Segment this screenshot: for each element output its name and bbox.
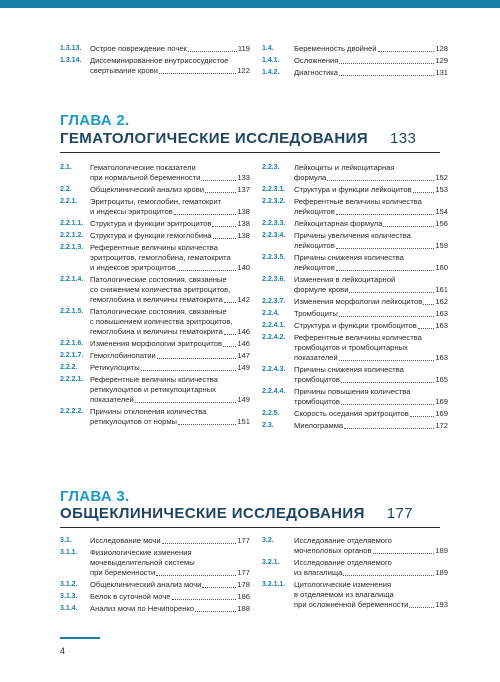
toc-entry[interactable] — [60, 243, 250, 273]
toc-entry-title — [294, 275, 448, 295]
toc-entry-title-line: Острое повреждение почек — [90, 44, 187, 53]
toc-entry-page: 189 — [435, 568, 448, 577]
toc-entry[interactable] — [262, 297, 448, 307]
toc-entry-number: 2.2.3.3. — [262, 220, 286, 227]
toc-entry-number: 2.2.4.3. — [262, 366, 286, 373]
toc-entry-page: 163 — [435, 353, 448, 362]
chapter-2-rule — [60, 152, 440, 153]
toc-entry-number: 2.2.2. — [60, 364, 78, 371]
toc-entry-title — [294, 309, 448, 319]
toc-entry[interactable] — [262, 197, 448, 217]
toc-entry-title-line: эритроцитов, гемоглобина, гематокрита — [90, 253, 231, 262]
toc-entry[interactable] — [262, 421, 448, 431]
toc-entry-page: 146 — [237, 327, 250, 336]
toc-entry-number: 2.2.2.1. — [60, 376, 84, 383]
toc-entry-title — [90, 536, 250, 546]
toc-entry-number: 2.3. — [262, 422, 274, 429]
toc-entry-title — [90, 163, 250, 183]
toc-entry-page: 149 — [237, 363, 250, 372]
toc-entry-title — [294, 56, 448, 66]
toc-entry-title — [90, 231, 250, 241]
toc-entry-title-line: с повышением количества эритроцитов, — [90, 317, 233, 326]
toc-entry-page: 153 — [435, 185, 448, 194]
leader-dots — [202, 580, 236, 588]
toc-entry-page: 178 — [237, 580, 250, 589]
toc-entry-page: 147 — [237, 351, 250, 360]
toc-entry[interactable] — [262, 321, 448, 331]
toc-entry[interactable] — [60, 163, 250, 183]
toc-entry[interactable] — [60, 275, 250, 305]
toc-entry[interactable] — [262, 580, 448, 610]
leader-dots — [178, 417, 236, 425]
toc-entry-title-line: гемоглобина и величины гематокрита — [90, 327, 223, 336]
toc-entry-number: 3.1.4. — [60, 605, 78, 612]
toc-entry-number: 2.2.3.1. — [262, 186, 286, 193]
toc-entry-number: 2.2.1.2. — [60, 232, 84, 239]
toc-entry-title — [294, 197, 448, 217]
leader-dots — [423, 297, 434, 305]
leader-dots — [341, 397, 434, 405]
toc-entry-title-line: Гемоглобинопатии — [90, 351, 156, 360]
leader-dots — [135, 395, 237, 403]
leader-dots — [224, 327, 237, 335]
leader-dots — [339, 56, 434, 64]
toc-entry-title — [90, 275, 250, 305]
toc-entry[interactable] — [60, 44, 250, 54]
toc-entry-number: 1.4. — [262, 45, 274, 52]
toc-entry-title — [90, 185, 250, 195]
toc-entry-page: 146 — [237, 339, 250, 348]
toc-entry-title — [294, 421, 448, 431]
toc-entry-title-line: Причины отклонения количества — [90, 407, 207, 416]
toc-entry-number: 1.3.13. — [60, 45, 82, 52]
toc-entry-title-line: Физиологические изменения — [90, 548, 192, 557]
toc-entry-title-line: показателей — [294, 353, 338, 362]
toc-entry-title-line: Референтные величины количества — [90, 375, 218, 384]
toc-entry-number: 2.2.1.6. — [60, 340, 84, 347]
toc-entry-page: 128 — [435, 44, 448, 53]
chapter-2-title — [60, 130, 416, 147]
top-accent-bar — [0, 0, 500, 8]
toc-entry-title-line: при осложненной беременности — [294, 600, 409, 609]
footer-rule — [60, 637, 100, 639]
toc-entry-title-line: Структура и функции гемоглобина — [90, 231, 212, 240]
toc-entry[interactable] — [262, 558, 448, 578]
toc-entry-title — [90, 580, 250, 590]
toc-entry-page: 129 — [435, 56, 448, 65]
leader-dots — [336, 263, 435, 271]
toc-entry[interactable] — [262, 309, 448, 319]
leader-dots — [223, 339, 236, 347]
toc-entry-page: 177 — [237, 568, 250, 577]
toc-entry-title-line: лейкоцитов — [294, 207, 335, 216]
toc-entry[interactable] — [60, 197, 250, 217]
toc-entry-title-line: Диагностика — [294, 68, 339, 77]
toc-entry-page: 189 — [435, 546, 448, 555]
page-number: 4 — [60, 646, 66, 656]
leader-dots — [344, 421, 434, 429]
toc-entry-title-line: тромбоцитов и тромбоцитарных — [294, 343, 408, 352]
toc-entry-number: 2.2.1.4. — [60, 276, 84, 283]
toc-entry-number: 2.2.1. — [60, 198, 78, 205]
toc-entry-title-line: при беременности — [90, 568, 156, 577]
toc-entry-title-line: со снижением количества эритроцитов, — [90, 285, 231, 294]
toc-entry[interactable] — [262, 185, 448, 195]
toc-entry-title-line: Исследование мочи — [90, 536, 161, 545]
chapter-3-label: ГЛАВА 3. — [60, 488, 130, 505]
toc-entry-number: 2.2.2.2. — [60, 408, 84, 415]
toc-entry-title-line: мочевыделительной системы — [90, 558, 195, 567]
toc-entry-title-line: Скорость оседания эритроцитов — [294, 409, 409, 418]
toc-entry-title-line: Осложнения — [294, 56, 339, 65]
toc-entry-number: 3.1.3. — [60, 593, 78, 600]
toc-entry-title-line: Исследование отделяемого — [294, 536, 392, 545]
toc-entry-title — [90, 56, 250, 76]
toc-entry[interactable] — [60, 407, 250, 427]
leader-dots — [195, 604, 236, 612]
toc-entry-title — [294, 536, 448, 556]
toc-entry-title-line: Структура и функции эритроцитов — [90, 219, 212, 228]
toc-entry-page: 165 — [435, 375, 448, 384]
chapter-2-page: 133 — [390, 130, 417, 147]
toc-entry[interactable] — [262, 275, 448, 295]
toc-entry-title-line: Общеклинический анализ крови — [90, 185, 204, 194]
toc-entry-title — [294, 387, 448, 407]
toc-entry-page: 172 — [435, 421, 448, 430]
leader-dots — [188, 44, 237, 52]
toc-entry[interactable] — [60, 604, 250, 614]
toc-entry-number: 3.1.2. — [60, 581, 78, 588]
toc-entry-title-line: в отделяемом из влагалища — [294, 590, 394, 599]
leader-dots — [349, 285, 434, 293]
leader-dots — [383, 219, 434, 227]
toc-entry-title — [90, 604, 250, 614]
leader-dots — [410, 409, 435, 417]
toc-entry-title-line: Гематологические показатели — [90, 163, 196, 172]
toc-entry-title — [90, 44, 250, 54]
toc-entry-number: 2.2.4.1. — [262, 322, 286, 329]
toc-entry-page: 138 — [237, 207, 250, 216]
toc-entry-page: 140 — [237, 263, 250, 272]
toc-entry-title-line: ретикулоцитов и ретикулоцитарных — [90, 385, 216, 394]
toc-entry-number: 2.2.4.4. — [262, 388, 286, 395]
leader-dots — [418, 321, 435, 329]
toc-entry-page: 156 — [435, 219, 448, 228]
toc-entry[interactable] — [262, 44, 448, 54]
toc-entry-title — [294, 365, 448, 385]
toc-entry-title — [294, 580, 448, 610]
leader-dots — [157, 351, 237, 359]
toc-entry-title-line: Референтные величины количества — [294, 197, 422, 206]
toc-entry-page: 133 — [237, 173, 250, 182]
toc-entry-title-line: тромбоцитов — [294, 375, 340, 384]
toc-entry-title-line: Беременность двойней — [294, 44, 377, 53]
toc-entry[interactable] — [262, 536, 448, 556]
toc-entry[interactable] — [262, 409, 448, 419]
toc-entry[interactable] — [60, 375, 250, 405]
toc-entry-page: 151 — [237, 417, 250, 426]
toc-entry-title — [90, 219, 250, 229]
toc-entry[interactable] — [60, 351, 250, 361]
toc-entry[interactable] — [60, 580, 250, 590]
leader-dots — [177, 263, 237, 271]
toc-entry[interactable] — [262, 253, 448, 273]
toc-entry-page: 138 — [237, 231, 250, 240]
toc-entry-title — [294, 44, 448, 54]
toc-entry-number: 3.2.1. — [262, 559, 280, 566]
toc-entry-title — [294, 409, 448, 419]
toc-entry-title — [294, 253, 448, 273]
toc-entry-page: 163 — [435, 321, 448, 330]
toc-entry-title-line: Ретикулоциты — [90, 363, 140, 372]
leader-dots — [336, 207, 435, 215]
toc-entry-title — [294, 297, 448, 307]
leader-dots — [201, 173, 236, 181]
toc-entry-page: 137 — [237, 185, 250, 194]
toc-entry-title-line: при нормальной беременности — [90, 173, 201, 182]
toc-entry-title — [294, 333, 448, 363]
toc-entry-title — [90, 363, 250, 373]
toc-entry-title-line: ретикулоцитов от нормы — [90, 417, 178, 426]
toc-entry-title — [90, 307, 250, 337]
toc-entry-title-line: Белок в суточной моче — [90, 592, 171, 601]
toc-entry-number: 1.3.14. — [60, 57, 82, 64]
toc-entry-number: 2.2.1.3. — [60, 244, 84, 251]
leader-dots — [156, 568, 236, 576]
toc-entry-title-line: Патологические состояния, связанные — [90, 275, 227, 284]
toc-entry-number: 2.2.3.4. — [262, 232, 286, 239]
toc-entry-page: 186 — [237, 592, 250, 601]
toc-entry-title — [294, 558, 448, 578]
toc-entry-page: 119 — [237, 44, 250, 53]
toc-entry-title-line: показателей — [90, 395, 134, 404]
toc-entry[interactable] — [262, 365, 448, 385]
toc-entry-title-line: Изменения морфологии лейкоцитов — [294, 297, 423, 306]
toc-entry-title — [90, 339, 250, 349]
leader-dots — [341, 375, 434, 383]
chapter-2-label: ГЛАВА 2. — [60, 112, 130, 129]
toc-entry-page: 154 — [435, 207, 448, 216]
toc-entry-title — [294, 185, 448, 195]
toc-entry-title-line: Исследование отделяемого — [294, 558, 392, 567]
toc-entry-title — [294, 163, 448, 183]
toc-entry[interactable] — [262, 56, 448, 66]
toc-entry-page: 169 — [435, 409, 448, 418]
toc-entry-title-line: Тромбоциты — [294, 309, 338, 318]
toc-entry-number: 2.2.5. — [262, 410, 280, 417]
leader-dots — [213, 231, 237, 239]
toc-entry-title-line: Структура и функции тромбоцитов — [294, 321, 417, 330]
toc-entry-title-line: Диссеминированное внутрисосудистое — [90, 56, 229, 65]
toc-entry-page: 161 — [435, 285, 448, 294]
toc-entry-title-line: Анализ мочи по Нечипоренко — [90, 604, 195, 613]
toc-entry-title-line: формула — [294, 173, 327, 182]
toc-entry-title-line: Цитологические изменения — [294, 580, 392, 589]
chapter-3-title — [60, 505, 413, 522]
toc-entry-title-line: Структура и функции лейкоцитов — [294, 185, 412, 194]
leader-dots — [339, 309, 434, 317]
toc-entry-number: 2.2.3.7. — [262, 298, 286, 305]
toc-entry-title-line: Причины увеличения количества — [294, 231, 411, 240]
toc-entry-title-line: мочеполовых органов — [294, 546, 372, 555]
leader-dots — [327, 173, 434, 181]
toc-entry-title — [294, 231, 448, 251]
toc-entry-number: 2.2.4.2. — [262, 334, 286, 341]
toc-entry-number: 2.2.4. — [262, 310, 280, 317]
toc-entry-title-line: Причины повышения количества — [294, 387, 411, 396]
toc-entry-title-line: формуле крови — [294, 285, 349, 294]
leader-dots — [162, 536, 237, 544]
toc-entry-number: 2.2.3. — [262, 164, 280, 171]
toc-entry-page: 177 — [237, 536, 250, 545]
toc-entry[interactable] — [60, 363, 250, 373]
toc-entry-page: 193 — [435, 600, 448, 609]
toc-entry-title — [90, 407, 250, 427]
toc-entry-page: 142 — [237, 295, 250, 304]
toc-entry-title-line: Изменения в лейкоцитарной — [294, 275, 396, 284]
toc-entry-title-line: гемоглобина и величины гематокрита — [90, 295, 223, 304]
toc-entry-title-line: Изменения морфологии эритроцитов — [90, 339, 223, 348]
toc-entry-page: 160 — [435, 263, 448, 272]
toc-entry-number: 2.2.3.6. — [262, 276, 286, 283]
toc-entry-title — [90, 375, 250, 405]
toc-entry-number: 3.1. — [60, 537, 72, 544]
leader-dots — [205, 185, 236, 193]
toc-entry-page: 138 — [237, 219, 250, 228]
toc-entry-title-line: тромбоцитов — [294, 397, 340, 406]
leader-dots — [339, 68, 434, 76]
toc-entry-title-line: свертывание крови — [90, 66, 158, 75]
toc-entry[interactable] — [60, 231, 250, 241]
toc-entry-page: 131 — [435, 68, 448, 77]
leader-dots — [336, 241, 435, 249]
toc-entry-title — [294, 68, 448, 78]
toc-entry-number: 2.1. — [60, 164, 72, 171]
toc-entry[interactable] — [262, 219, 448, 229]
toc-entry-page: 169 — [435, 397, 448, 406]
toc-entry[interactable] — [262, 333, 448, 363]
leader-dots — [212, 219, 236, 227]
toc-entry-number: 2.2.1.5. — [60, 308, 84, 315]
toc-entry-title — [90, 243, 250, 273]
toc-entry-title-line: Эритроциты, гемоглобин, гематокрит — [90, 197, 222, 206]
toc-entry-title-line: Общеклинический анализ мочи — [90, 580, 202, 589]
toc-entry-number: 3.1.1. — [60, 549, 78, 556]
toc-entry-number: 2.2.3.5. — [262, 254, 286, 261]
chapter-3-page: 177 — [386, 505, 414, 522]
toc-entry[interactable] — [60, 219, 250, 229]
leader-dots — [172, 592, 237, 600]
toc-entry-title — [294, 219, 448, 229]
toc-entry-number: 2.2.1.1. — [60, 220, 84, 227]
toc-entry-title-line: лейкоцитов — [294, 241, 335, 250]
leader-dots — [174, 207, 237, 215]
leader-dots — [409, 600, 434, 608]
toc-entry-title-line: Лейкоциты и лейкоцитарная — [294, 163, 395, 172]
chapter-2-title-text: ГЕМАТОЛОГИЧЕСКИЕ ИССЛЕДОВАНИЯ — [60, 130, 369, 147]
toc-entry-page: 188 — [237, 604, 250, 613]
toc-entry-number: 2.2.3.2. — [262, 198, 286, 205]
toc-entry-title-line: и индексы эритроцитов — [90, 207, 173, 216]
toc-entry-page: 152 — [435, 173, 448, 182]
toc-entry[interactable] — [262, 163, 448, 183]
toc-entry-number: 2.2. — [60, 186, 72, 193]
toc-entry-page: 122 — [237, 66, 250, 75]
leader-dots — [159, 66, 236, 74]
toc-entry[interactable] — [262, 231, 448, 251]
toc-entry-page: 159 — [435, 241, 448, 250]
chapter-3-rule — [60, 527, 440, 528]
toc-entry[interactable] — [262, 387, 448, 407]
toc-entry[interactable] — [60, 185, 250, 195]
toc-entry-number: 1.4.1. — [262, 57, 280, 64]
toc-entry-number: 1.4.2. — [262, 69, 280, 76]
toc-entry-title — [90, 197, 250, 217]
chapter-3-title-text: ОБЩЕКЛИНИЧЕСКИЕ ИССЛЕДОВАНИЯ — [60, 505, 365, 522]
toc-entry-number: 3.2.1.1. — [262, 581, 286, 588]
leader-dots — [413, 185, 435, 193]
leader-dots — [141, 363, 237, 371]
toc-entry[interactable] — [262, 68, 448, 78]
toc-entry[interactable] — [60, 339, 250, 349]
leader-dots — [378, 44, 435, 52]
toc-entry-title-line: Причины снижения количества — [294, 365, 404, 374]
toc-entry-title — [90, 592, 250, 602]
toc-entry-title — [294, 321, 448, 331]
toc-entry-page: 163 — [435, 309, 448, 318]
toc-entry-page: 149 — [237, 395, 250, 404]
toc-entry-title-line: Патологические состояния, связанные — [90, 307, 227, 316]
toc-entry-title-line: Лейкоцитарная формула — [294, 219, 383, 228]
toc-entry-title-line: Референтные величины количества — [294, 333, 422, 342]
toc-entry[interactable] — [60, 548, 250, 578]
leader-dots — [343, 568, 434, 576]
leader-dots — [373, 546, 435, 554]
toc-entry-number: 3.2. — [262, 537, 274, 544]
toc-entry[interactable] — [60, 307, 250, 337]
toc-entry-title-line: Референтные величины количества — [90, 243, 218, 252]
leader-dots — [339, 353, 435, 361]
toc-entry[interactable] — [60, 592, 250, 602]
toc-entry-title — [90, 548, 250, 578]
leader-dots — [224, 295, 237, 303]
toc-entry-title-line: из влагалища — [294, 568, 343, 577]
toc-entry-title-line: Причины снижения количества — [294, 253, 404, 262]
toc-entry[interactable] — [60, 536, 250, 546]
toc-entry-page: 162 — [435, 297, 448, 306]
toc-entry[interactable] — [60, 56, 250, 76]
toc-entry-number: 2.2.1.7. — [60, 352, 84, 359]
toc-entry-title-line: Миелограмма — [294, 421, 344, 430]
toc-entry-title — [90, 351, 250, 361]
toc-entry-title-line: и индексов эритроцитов — [90, 263, 176, 272]
toc-entry-title-line: лейкоцитов — [294, 263, 335, 272]
